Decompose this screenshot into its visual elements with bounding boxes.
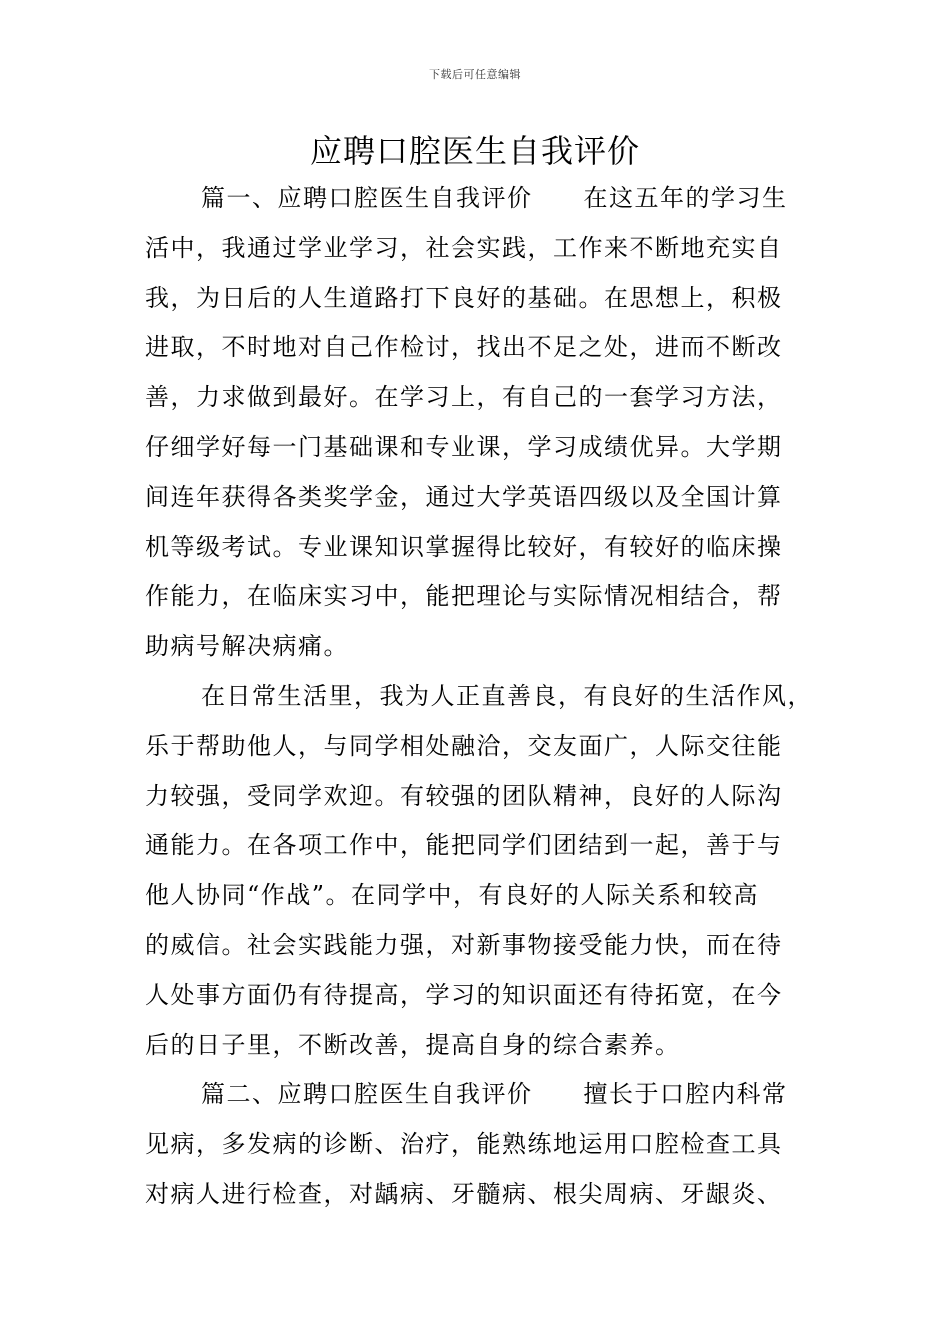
body-line: 篇一、应聘口腔医生自我评价 在这五年的学习生 bbox=[201, 184, 788, 212]
body-line: 在日常生活里，我为人正直善良，有良好的生活作风， bbox=[201, 681, 813, 710]
body-line: 乐于帮助他人，与同学相处融洽，交友面广，人际交往能 bbox=[145, 731, 783, 760]
body-line: 我，为日后的人生道路打下良好的基础。在思想上，积极 bbox=[145, 283, 783, 312]
body-line: 对病人进行检查，对龋病、牙髓病、根尖周病、牙龈炎、 bbox=[145, 1179, 783, 1208]
body-line: 力较强，受同学欢迎。有较强的团队精神，良好的人际沟 bbox=[145, 781, 783, 810]
body-line: 善，力求做到最好。在学习上，有自己的一套学习方法， bbox=[145, 383, 783, 412]
document-body bbox=[145, 174, 835, 1220]
header-note: 下载后可任意编辑 bbox=[429, 68, 521, 81]
body-line: 他人协同“作战”。在同学中，有良好的人际关系和较高 bbox=[145, 881, 760, 910]
body-line: 作能力，在临床实习中，能把理论与实际情况相结合，帮 bbox=[145, 582, 783, 611]
body-line: 篇二、应聘口腔医生自我评价 擅长于口腔内科常 bbox=[201, 1080, 788, 1109]
body-line: 机等级考试。专业课知识掌握得比较好，有较好的临床操 bbox=[145, 532, 783, 561]
body-line: 见病，多发病的诊断、治疗，能熟练地运用口腔检查工具 bbox=[145, 1130, 783, 1159]
body-line: 后的日子里，不断改善，提高自身的综合素养。 bbox=[145, 1030, 681, 1059]
body-line: 进取，不时地对自己作检讨，找出不足之处，进而不断改 bbox=[145, 333, 783, 362]
document-title: 应聘口腔医生自我评价 bbox=[309, 132, 640, 170]
body-line: 活中，我通过学业学习，社会实践，工作来不断地充实自 bbox=[145, 233, 783, 262]
body-line: 间连年获得各类奖学金，通过大学英语四级以及全国计算 bbox=[145, 482, 783, 511]
body-line: 仔细学好每一门基础课和专业课，学习成绩优异。大学期 bbox=[145, 432, 783, 461]
body-line: 人处事方面仍有待提高，学习的知识面还有待拓宽，在今 bbox=[145, 980, 783, 1009]
body-line: 助病号解决病痛。 bbox=[145, 632, 349, 661]
body-line: 的威信。社会实践能力强，对新事物接受能力快，而在待 bbox=[145, 930, 783, 959]
body-line: 通能力。在各项工作中，能把同学们团结到一起，善于与 bbox=[145, 831, 783, 860]
